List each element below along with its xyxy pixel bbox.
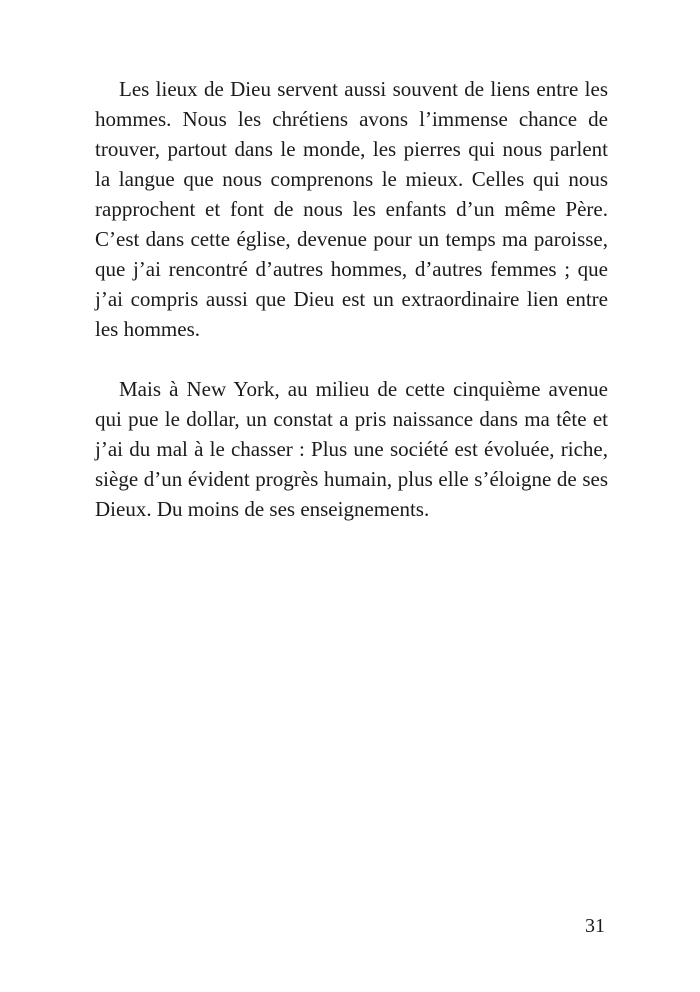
paragraph-1: Les lieux de Dieu servent aussi souvent de liens entre les hommes. Nous les chrétiens avons l’immense chance de trouver, partout dans le monde, les pierres qui nous parlent la langue que nous comprenons le mieux. Celles qui nous rapprochent et font de nous les enfants d’un même Père. C’est dans cette église, devenue pour un temps ma paroisse, que j’ai rencontré d’autres hommes, d’autres femmes ; que j’ai compris aussi que Dieu est un extraordinaire lien entre les hommes.: [95, 77, 608, 341]
body-text: [95, 74, 608, 554]
paragraph-2: Mais à New York, au milieu de cette cinquième avenue qui pue le dollar, un constat a pris naissance dans ma tête et j’ai du mal à le chasser : Plus une société est évoluée, riche, siège d’un évident progrès humain, plus elle s’éloigne de ses Dieux. Du moins de ses enseignements.: [95, 377, 608, 521]
page-number: 31: [585, 915, 605, 937]
